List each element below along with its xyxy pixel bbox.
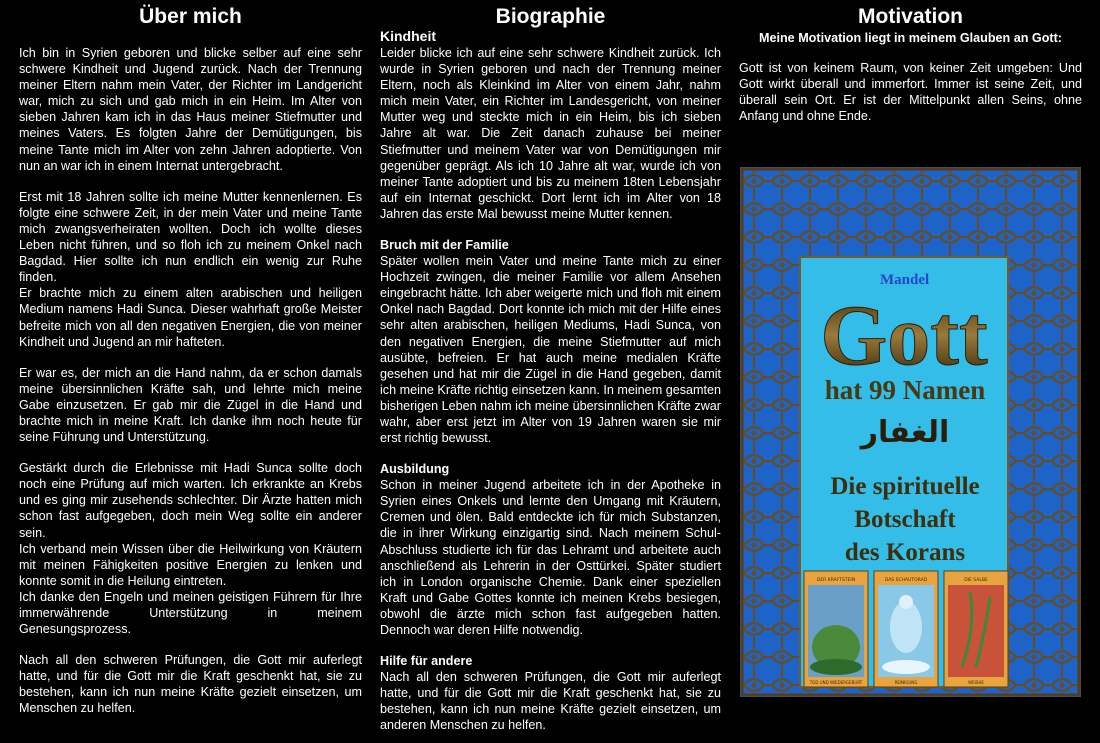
card-top-label: DIE SALBE: [964, 578, 988, 583]
section-text-bruch: Später wollen mein Vater und meine Tante mich zu einer Hochzeit zwingen, die meiner Familie vor allem Ansehen eingebracht hätte. Ich aber weigerte mich und floh mit einem Onkel nach Bagdad. Dort konnte ich mich mit der Hilfe eines sehr alten arabischen, heiligen Mediums, Hadi Sunca, von den negativen Energien, die meine Stiefmutter auf mich ausübte, befreien. Er hat auch meine medialen Kräfte gesehen und hat mir die Zügel in die Hand gegeben, damit ich meine Kräfte richtig einsetzen kann. In meinem gesamten bisherigen Leben nahm ich meine übersinnlichen Kräfte zwar wahr, aber erst jetzt im Alter von 19 Jahren waren sie mir erst richtig bewusst.: [380, 254, 721, 446]
section-heading-kindheit: Kindheit: [380, 28, 436, 44]
book-subtitle-2: Botschaft: [854, 506, 956, 533]
tarot-card: [874, 571, 938, 687]
about-paragraph: Nach all den schweren Prüfungen, die Gott mir auferlegt hatte, und für die Gott mir die Kraft geschenkt hat, sie zu bestehen, kann ich nun meine Kräfte gezielt einsetzen, um Menschen zu helfen.: [19, 653, 362, 716]
book-subtitle-3: des Korans: [844, 539, 966, 566]
card-bottom-label: WEISHE: [968, 680, 984, 685]
about-paragraph: Er war es, der mich an die Hand nahm, da er schon damals meine übersinnlichen Kräfte sah, und lehrte mich meine Gabe einzusetzen. Er gab mir die Zügel in die Hand und brachte mich in meine Kraft. Ich danke ihm noch heute für seine Führung und Unterstützung.: [19, 365, 362, 445]
about-column: [19, 0, 362, 717]
motivation-title: Motivation: [858, 5, 963, 28]
book-title-big: Gott: [820, 287, 988, 383]
book-subtitle-1: Die spirituelle: [830, 473, 980, 500]
section-heading-bruch: Bruch mit der Familie: [380, 238, 509, 253]
about-paragraph: Ich bin in Syrien geboren und blicke selber auf eine sehr schwere Kindheit und Jugend zurück. Nach der Trennung meiner Eltern nahm mein Vater, der Richter im Landgericht war, mich zu sich und gab mich in ein Heim. Im Alter von sieben Jahren kam ich in das Haus meiner Stiefmutter und meines Vaters. Es folgten Jahre der Demütigungen, bis meine Tante mich im Alter von zehn Jahren adoptierte. Von nun an war ich in einem Internat untergebracht.: [19, 46, 362, 173]
card-top-label: DER KRAFTSTEIN: [816, 578, 856, 583]
book-title-line2: hat 99 Namen: [824, 375, 986, 405]
tarot-card: [944, 571, 1008, 687]
book-author: Mandel: [880, 272, 930, 288]
about-paragraph: Gestärkt durch die Erlebnisse mit Hadi Sunca sollte doch noch eine Prüfung auf mich warten. Ich erkrankte an Krebs und es ging mir zusehends schlechter. Dir Ärzte hatten mich schon fast aufgegeben, doch mein Weg sollte ein anderer sein. Ich verband mein Wissen über die Heilwirkung von Kräutern mit meinen Fähigkeiten positive Energien zu lenken und konnte somit in die Heilung eintreten. Ich danke den Engeln und meinen geistigen Führern für Ihre immerwährende Unterstützung in meinem Genesungsprozess.: [19, 461, 362, 637]
section-heading-ausbildung: Ausbildung: [380, 462, 450, 477]
tarot-card: [804, 571, 868, 687]
section-text-kindheit: Leider blicke ich auf eine sehr schwere Kindheit zurück. Ich wurde in Syrien geboren und nach der Trennung meiner Eltern, noch als Kleinkind im Alter von einem Jahr, nahm mich mein Vater, ein Richter im Landesgericht, von meiner Mutter weg und steckte mich in ein Heim, bis ich sieben Jahre alt war. Die Zeit danach zuhause bei meiner Stiefmutter und meinem Vater war von Demütigungen mir gegenüber geprägt. Als ich 10 Jahre alt war, wurde ich von meiner Tante adoptiert und bis zu meinem 18ten Lebensjahr auf ein Internat geschickt. Dort lernt ich im Alter von 18 Jahren das erste Mal bewusst meine Mutter kennen.: [380, 46, 721, 221]
motivation-subtitle: Meine Motivation liegt in meinem Glauben an Gott:: [759, 31, 1062, 45]
section-heading-hilfe: Hilfe für andere: [380, 654, 473, 669]
about-paragraph: Erst mit 18 Jahren sollte ich meine Mutter kennenlernen. Es folgte eine schwere Zeit, in der mein Vater und meine Tante mich zwangsverheiraten wollten. Doch ich wollte dieses Leben nicht führen, und so floh ich zu meinem Onkel nach Bagdad. Hier sollte ich nun endlich ein wenig zur Ruhe finden. Er brachte mich zu einem alten arabischen und heiligen Medium namens Hadi Sunca. Dieser wahrhaft große Meister befreite mich von all den negativen Energien, die von meiner Kindheit und Jugend an mir hafteten.: [19, 189, 362, 349]
section-text-hilfe: Nach all den schweren Prüfungen, die Gott mir auferlegt hatte, und für die Gott mir die Kraft geschenkt hat, sie zu bestehen, kann ich nun meine Kräfte gezielt einsetzen, um anderen Menschen zu helfen.: [380, 670, 721, 733]
biography-column: [380, 0, 721, 733]
section-text-ausbildung: Schon in meiner Jugend arbeitete ich in der Apotheke in Syrien eines Onkels und lernte den Umgang mit Kräutern, Cremen und ölen. Bald entdeckte ich für mich Substanzen, die in ihrer Wirkung einzigartig sind. Nach meinem Schul-Abschluss studierte ich für das Lehramt und arbeitete auch anschließend als Lehrerin in der Osttürkei. Später studiert ich in London organische Chemie. Dank einer speziellen Kraft und Gabe Gottes konnte ich meinen Krebs besiegen, obwohl die ärzte mich schon fast aufgegeben hatten. Dennoch war deren Hilfe notwendig.: [380, 478, 721, 637]
card-top-label: DAS SCHAUTORAD: [884, 578, 928, 583]
card-bottom-label: REINIGUNG: [894, 680, 918, 685]
motivation-text: Gott ist von keinem Raum, von keiner Zeit umgeben: Und Gott wirkt überall und immerfort. Immer ist seine Zeit, und überall sein Ort. Er ist der Mittelpunkt allen Seins, ohne Anfang und ohne Ende.: [739, 61, 1082, 124]
card-bottom-label: TOD UND WIEDERGEBURT: [809, 680, 863, 685]
about-title: Über mich: [139, 5, 242, 28]
motivation-column: [739, 0, 1082, 124]
biography-title: Biographie: [495, 5, 606, 28]
book-cover: [740, 167, 1081, 697]
book-arabic: الغفار: [860, 415, 950, 450]
